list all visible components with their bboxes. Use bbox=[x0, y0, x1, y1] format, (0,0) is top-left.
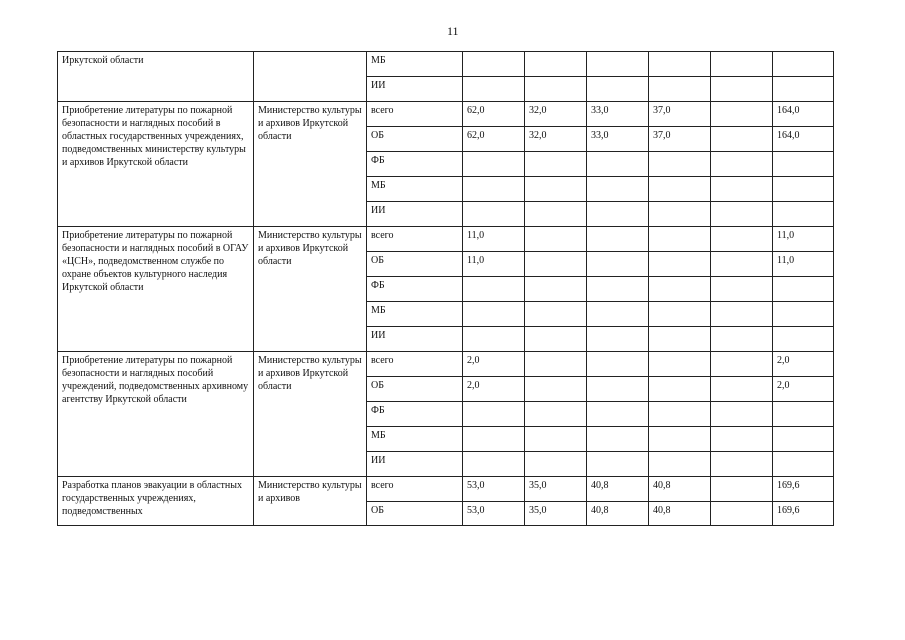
amount-cell bbox=[649, 252, 711, 277]
amount-cell bbox=[525, 202, 587, 227]
amount-cell bbox=[649, 52, 711, 77]
funding-source-cell: ФБ bbox=[367, 402, 463, 427]
amount-cell bbox=[587, 427, 649, 452]
executor-cell: Министерство культуры и архивов bbox=[254, 477, 367, 526]
activity-name-cell: Приобретение литературы по пожарной безопасности и наглядных пособий в областных государственных учреждениях, подведомственных министерству культуры и архивов Иркутской области bbox=[58, 102, 254, 227]
amount-cell bbox=[525, 177, 587, 202]
amount-cell: 62,0 bbox=[463, 102, 525, 127]
funding-source-cell: ИИ bbox=[367, 77, 463, 102]
funding-source-cell: ОБ bbox=[367, 377, 463, 402]
amount-cell bbox=[525, 252, 587, 277]
amount-cell bbox=[711, 277, 773, 302]
amount-cell: 169,6 bbox=[773, 477, 834, 502]
amount-cell: 62,0 bbox=[463, 127, 525, 152]
amount-cell bbox=[463, 152, 525, 177]
amount-cell bbox=[649, 327, 711, 352]
amount-cell bbox=[711, 427, 773, 452]
amount-cell bbox=[587, 77, 649, 102]
amount-cell bbox=[711, 352, 773, 377]
amount-cell bbox=[525, 227, 587, 252]
amount-cell bbox=[711, 502, 773, 526]
amount-cell bbox=[773, 152, 834, 177]
amount-cell: 11,0 bbox=[773, 227, 834, 252]
amount-cell bbox=[525, 277, 587, 302]
amount-cell: 164,0 bbox=[773, 102, 834, 127]
amount-cell bbox=[587, 302, 649, 327]
amount-cell bbox=[649, 77, 711, 102]
amount-cell bbox=[711, 302, 773, 327]
amount-cell bbox=[525, 77, 587, 102]
amount-cell bbox=[773, 52, 834, 77]
amount-cell bbox=[525, 352, 587, 377]
funding-source-cell: всего bbox=[367, 352, 463, 377]
table-row bbox=[58, 52, 834, 77]
amount-cell bbox=[711, 202, 773, 227]
amount-cell bbox=[525, 427, 587, 452]
amount-cell bbox=[463, 452, 525, 477]
amount-cell bbox=[773, 402, 834, 427]
executor-cell: Министерство культуры и архивов Иркутской области bbox=[254, 102, 367, 227]
funding-source-cell: МБ bbox=[367, 302, 463, 327]
executor-cell bbox=[254, 52, 367, 102]
amount-cell bbox=[463, 177, 525, 202]
amount-cell: 164,0 bbox=[773, 127, 834, 152]
amount-cell bbox=[649, 427, 711, 452]
funding-source-cell: ОБ bbox=[367, 127, 463, 152]
amount-cell bbox=[649, 227, 711, 252]
amount-cell: 11,0 bbox=[463, 227, 525, 252]
amount-cell: 2,0 bbox=[463, 377, 525, 402]
amount-cell: 33,0 bbox=[587, 127, 649, 152]
amount-cell bbox=[463, 202, 525, 227]
funding-source-cell: МБ bbox=[367, 427, 463, 452]
amount-cell bbox=[587, 377, 649, 402]
funding-source-cell: ИИ bbox=[367, 327, 463, 352]
amount-cell bbox=[525, 327, 587, 352]
amount-cell bbox=[587, 352, 649, 377]
amount-cell: 35,0 bbox=[525, 477, 587, 502]
amount-cell bbox=[711, 252, 773, 277]
amount-cell bbox=[649, 277, 711, 302]
amount-cell: 53,0 bbox=[463, 502, 525, 526]
amount-cell bbox=[587, 277, 649, 302]
amount-cell bbox=[525, 302, 587, 327]
table-row bbox=[58, 227, 834, 252]
amount-cell bbox=[711, 227, 773, 252]
amount-cell: 11,0 bbox=[463, 252, 525, 277]
amount-cell: 40,8 bbox=[587, 502, 649, 526]
amount-cell bbox=[773, 177, 834, 202]
table-row bbox=[58, 477, 834, 502]
amount-cell bbox=[587, 177, 649, 202]
amount-cell bbox=[463, 77, 525, 102]
amount-cell bbox=[773, 277, 834, 302]
amount-cell bbox=[587, 452, 649, 477]
activity-name-cell: Иркутской области bbox=[58, 52, 254, 102]
amount-cell bbox=[649, 352, 711, 377]
funding-source-cell: ФБ bbox=[367, 152, 463, 177]
amount-cell bbox=[463, 302, 525, 327]
amount-cell bbox=[711, 152, 773, 177]
funding-source-cell: ИИ bbox=[367, 202, 463, 227]
funding-source-cell: ФБ bbox=[367, 277, 463, 302]
amount-cell: 2,0 bbox=[773, 352, 834, 377]
amount-cell bbox=[711, 377, 773, 402]
amount-cell: 40,8 bbox=[649, 477, 711, 502]
amount-cell bbox=[525, 377, 587, 402]
amount-cell bbox=[525, 402, 587, 427]
amount-cell bbox=[773, 202, 834, 227]
funding-source-cell: ОБ bbox=[367, 502, 463, 526]
amount-cell bbox=[463, 327, 525, 352]
amount-cell bbox=[773, 327, 834, 352]
amount-cell bbox=[525, 452, 587, 477]
amount-cell bbox=[711, 327, 773, 352]
amount-cell bbox=[711, 77, 773, 102]
amount-cell bbox=[587, 227, 649, 252]
amount-cell: 35,0 bbox=[525, 502, 587, 526]
amount-cell bbox=[649, 152, 711, 177]
amount-cell bbox=[463, 52, 525, 77]
amount-cell bbox=[773, 77, 834, 102]
amount-cell bbox=[711, 477, 773, 502]
executor-cell: Министерство культуры и архивов Иркутской области bbox=[254, 352, 367, 477]
amount-cell bbox=[649, 302, 711, 327]
amount-cell bbox=[773, 452, 834, 477]
amount-cell bbox=[649, 452, 711, 477]
amount-cell bbox=[525, 152, 587, 177]
amount-cell bbox=[587, 152, 649, 177]
amount-cell: 32,0 bbox=[525, 127, 587, 152]
amount-cell: 37,0 bbox=[649, 102, 711, 127]
table-row bbox=[58, 352, 834, 377]
funding-source-cell: ОБ bbox=[367, 252, 463, 277]
funding-source-cell: всего bbox=[367, 477, 463, 502]
amount-cell bbox=[587, 402, 649, 427]
amount-cell: 11,0 bbox=[773, 252, 834, 277]
amount-cell bbox=[463, 277, 525, 302]
amount-cell bbox=[711, 402, 773, 427]
amount-cell bbox=[463, 427, 525, 452]
amount-cell bbox=[649, 202, 711, 227]
amount-cell bbox=[711, 52, 773, 77]
funding-source-cell: всего bbox=[367, 227, 463, 252]
amount-cell: 33,0 bbox=[587, 102, 649, 127]
amount-cell: 37,0 bbox=[649, 127, 711, 152]
amount-cell bbox=[587, 52, 649, 77]
amount-cell bbox=[463, 402, 525, 427]
amount-cell bbox=[773, 427, 834, 452]
amount-cell bbox=[711, 127, 773, 152]
amount-cell bbox=[711, 102, 773, 127]
executor-cell: Министерство культуры и архивов Иркутской области bbox=[254, 227, 367, 352]
amount-cell: 169,6 bbox=[773, 502, 834, 526]
amount-cell bbox=[525, 52, 587, 77]
activity-name-cell: Разработка планов эвакуации в областных государственных учреждениях, подведомственных bbox=[58, 477, 254, 526]
amount-cell bbox=[587, 252, 649, 277]
funding-source-cell: ИИ bbox=[367, 452, 463, 477]
activity-name-cell: Приобретение литературы по пожарной безопасности и наглядных пособий в ОГАУ «ЦСН», подведомственном службе по охране объектов культурного наследия Иркутской области bbox=[58, 227, 254, 352]
amount-cell bbox=[587, 202, 649, 227]
amount-cell: 2,0 bbox=[463, 352, 525, 377]
funding-source-cell: МБ bbox=[367, 52, 463, 77]
amount-cell: 2,0 bbox=[773, 377, 834, 402]
amount-cell: 32,0 bbox=[525, 102, 587, 127]
page-number: 11 bbox=[447, 24, 459, 38]
funding-source-cell: всего bbox=[367, 102, 463, 127]
amount-cell: 40,8 bbox=[587, 477, 649, 502]
amount-cell: 40,8 bbox=[649, 502, 711, 526]
table-row bbox=[58, 102, 834, 127]
amount-cell bbox=[773, 302, 834, 327]
amount-cell: 53,0 bbox=[463, 477, 525, 502]
activity-name-cell: Приобретение литературы по пожарной безопасности и наглядных пособий учреждений, подведомственных архивному агентству Иркутской области bbox=[58, 352, 254, 477]
amount-cell bbox=[587, 327, 649, 352]
amount-cell bbox=[649, 377, 711, 402]
funding-source-cell: МБ bbox=[367, 177, 463, 202]
amount-cell bbox=[711, 177, 773, 202]
amount-cell bbox=[649, 402, 711, 427]
amount-cell bbox=[649, 177, 711, 202]
program-table bbox=[57, 51, 834, 526]
amount-cell bbox=[711, 452, 773, 477]
